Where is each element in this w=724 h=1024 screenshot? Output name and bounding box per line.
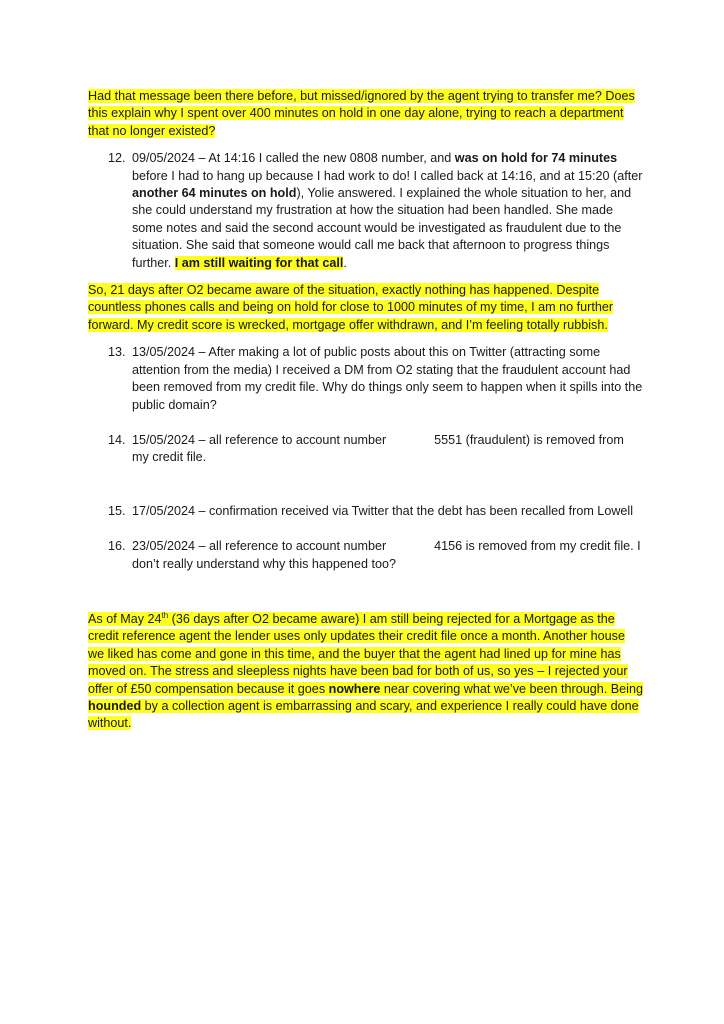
para-text: near covering what we’ve been through. Being xyxy=(380,681,643,696)
item-text: before I had to hang up because I had work to do! I called back at 14:16, and at 15:20 (after xyxy=(132,168,643,183)
para-text: by a collection agent is embarrassing and scary, and experience I really could have done without. xyxy=(88,698,639,731)
bold-text: was on hold for 74 minutes xyxy=(454,151,618,166)
paragraph-21-days xyxy=(88,282,644,334)
bold-text: nowhere xyxy=(328,681,381,696)
list-item-13 xyxy=(88,344,644,414)
list-number: 14. xyxy=(108,432,126,447)
list-number: 13. xyxy=(108,345,126,360)
paragraph-transfer-question xyxy=(88,88,644,140)
item-text: 17/05/2024 – confirmation received via Twitter that the debt has been recalled from Lowell xyxy=(132,503,634,518)
superscript: th xyxy=(161,610,169,620)
item-text: . xyxy=(343,255,347,270)
list-item-15 xyxy=(88,503,644,520)
list-number: 12. xyxy=(108,151,126,166)
highlighted-bold-text: I am still waiting for that call xyxy=(174,255,344,270)
paragraph-may-24 xyxy=(88,611,644,733)
item-text: 13/05/2024 – After making a lot of public posts about this on Twitter (attracting some attention from the media) I received a DM from O2 stating that the fraudulent account had been removed from my credit file. Why do things only seem to happen when it spills into the public domain? xyxy=(132,345,643,412)
highlighted-text: So, 21 days after O2 became aware of the situation, exactly nothing has happened. Despite countless phones calls and being on hold for close to 1000 minutes of my time, I am no further forward. My credit score is wrecked, mortgage offer withdrawn, and I’m feeling totally rubbish. xyxy=(88,283,614,332)
item-text: ), Yolie answered. I explained the whole situation to her, and she could understand my frustration at how the situation had been handled. She made some notes and said the second account would be investigated as fraudulent due to the situation. She said that someone would call me back that afternoon to progress things further. xyxy=(132,186,632,270)
para-text: (36 days after O2 became aware) I am still being rejected for a Mortgage as the credit reference agent the lender uses only updates their credit file once a month. Another house we liked has come and gone in this time, and the buyer that the agent had lined up for mine has moved on. The stress and sleepless nights have been bad for both of us, so yes – I rejected your offer of £50 compensation because it goes xyxy=(88,611,628,696)
highlighted-text xyxy=(88,612,643,730)
para-text: As of May 24 xyxy=(88,611,162,626)
highlighted-text: Had that message been there before, but missed/ignored by the agent trying to transfer me? Does this explain why I spent over 400 minutes on hold in one day alone, trying to reach a department that no longer existed? xyxy=(88,89,635,138)
bold-text: hounded xyxy=(88,698,142,713)
bold-text: another 64 minutes on hold xyxy=(132,186,297,201)
item-text: 23/05/2024 – all reference to account number xyxy=(132,539,387,554)
list-item-16 xyxy=(88,538,644,573)
item-text: 5551 (fraudulent) is removed from my credit file. xyxy=(132,432,624,465)
list-number: 16. xyxy=(108,539,126,554)
item-text: 09/05/2024 – At 14:16 I called the new 0808 number, and xyxy=(132,151,455,166)
list-number: 15. xyxy=(108,503,126,518)
list-item-12 xyxy=(88,150,644,272)
list-item-14 xyxy=(88,432,644,467)
item-text: 4156 is removed from my credit file. I don’t really understand why this happened too? xyxy=(132,539,641,571)
item-text: 15/05/2024 – all reference to account number xyxy=(132,432,387,447)
